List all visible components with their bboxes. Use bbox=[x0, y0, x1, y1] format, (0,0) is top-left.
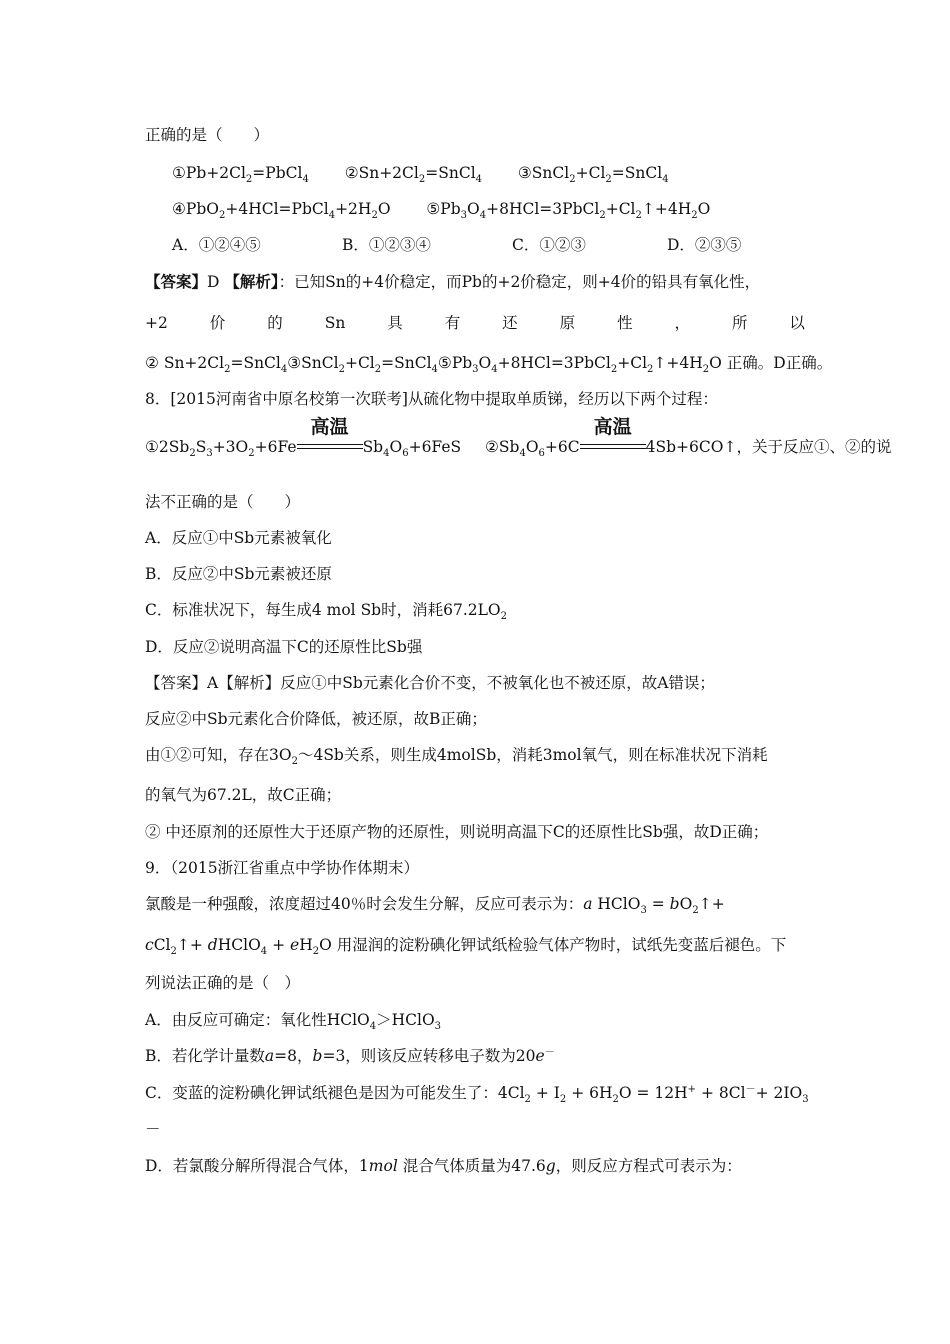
q8-explanation-2: 由①②可知，存在$3O_2\sim 4Sb$关系，则生成4molSb，消耗3mol氧气，则在标准状况下消耗 bbox=[145, 746, 768, 768]
q7-option-b: B．①②③④ bbox=[342, 236, 431, 254]
q8-stem-end: 法不正确的是（ ） bbox=[145, 493, 301, 511]
q9-stem-line2: cCl$_2$↑+ dHClO$_4$ + $eH_2O$ 用湿润的淀粉碘化钾试纸检验气体产物时，试纸先变蓝后褪色。下 bbox=[145, 936, 787, 958]
q9-stem-line1: 氯酸是一种强酸，浓度超过40％时会发生分解，反应可表示为：a HClO$_3$ = $bO_2↑+$ bbox=[145, 895, 725, 917]
q9-option-d: D．若氯酸分解所得混合气体，1mol 混合气体质量为47.6g，则反应方程式可表示为： bbox=[145, 1157, 742, 1175]
q8-option-c: C．标准状况下，每生成4 mol Sb时，消耗$67.2LO_2$ bbox=[145, 601, 507, 623]
q7-option-a: A．①②④⑤ bbox=[172, 236, 261, 254]
q7-options bbox=[172, 234, 741, 256]
q8-explanation-4: ② 中还原剂的还原性大于还原产物的还原性，则说明高温下C的还原性比Sb强，故D正确； bbox=[145, 823, 769, 841]
q9-option-c: C．变蓝的淀粉碘化钾试纸褪色是因为可能发生了：$4Cl_2 + I_2 + 6H_2O = 12H^+ + 8Cl^-+ 2IO_3$ bbox=[145, 1083, 809, 1106]
q8-explanation-1: 反应②中Sb元素化合价降低，被还原，故B正确； bbox=[145, 710, 487, 728]
q8-option-a: A．反应①中Sb元素被氧化 bbox=[145, 529, 332, 547]
q8-option-b: B．反应②中Sb元素被还原 bbox=[145, 565, 332, 583]
q9-option-a: A．由反应可确定：氧化性HClO$_4$＞HClO$_3$ bbox=[145, 1011, 442, 1033]
q7-stem-end: 正确的是（ ） bbox=[145, 126, 270, 144]
q7-explanation-line3: ② $Sn+2Cl_2=SnCl_4③SnCl_2+Cl_2=SnCl_4⑤Pb_3O_4+8HCl=3PbCl_2+Cl_2↑+4H_2O$ 正确。D正确。 bbox=[145, 354, 833, 376]
high-temperature-arrow: 高温 bbox=[297, 436, 363, 458]
q7-reactions-row1: $①Pb+2Cl_2=PbCl_4$ $②Sn+2Cl_2=SnCl_4$ $③SnCl_2+Cl_2=SnCl_4$ bbox=[172, 164, 669, 186]
q8-answer-line: 【答案】A【解析】反应①中Sb元素化合价不变，不被氧化也不被还原，故A错误； bbox=[145, 674, 715, 692]
high-temperature-arrow: 高温 bbox=[580, 436, 646, 458]
q7-reactions-row2: $④PbO_2+4HCl=PbCl_4+2H_2O$ $⑤Pb_3O_4+8HCl=3PbCl_2+Cl_2↑+4H_2O$ bbox=[172, 200, 711, 222]
q9-heading: 9．（2015浙江省重点中学协作体期末） bbox=[145, 859, 420, 877]
q8-explanation-3: 的氧气为67.2L，故C正确； bbox=[145, 786, 342, 804]
q8-equations: $①2Sb_2S_3+3O_2+6Fe$ 高温 $Sb_4O_6+6FeS$ $②Sb_4O_6+6C$ 高温 4Sb+6CO↑，关于反应①、②的说 bbox=[145, 416, 892, 460]
q7-option-c: C．①②③ bbox=[512, 236, 586, 254]
q8-heading: 8．[2015河南省中原名校第一次联考]从硫化物中提取单质锑，经历以下两个过程： bbox=[145, 390, 718, 408]
q9-option-b: B．若化学计量数a=8，b=3，则该反应转移电子数为20e－ bbox=[145, 1046, 555, 1065]
q7-answer-line: 【答案】D 【解析】：已知Sn的+4价稳定，而Pb的+2价稳定，则+4价的铅具有氧化性， bbox=[145, 272, 761, 291]
q7-explanation-line2: +2 价 的 Sn 具 有 还 原 性 ， 所 以 bbox=[145, 314, 805, 332]
q8-option-d: D．反应②说明高温下C的还原性比Sb强 bbox=[145, 638, 423, 656]
q9-stem-line3: 列说法正确的是（ ） bbox=[145, 974, 301, 992]
q9-option-c-wrap: － bbox=[145, 1120, 161, 1138]
q7-option-d: D．②③⑤ bbox=[667, 236, 742, 254]
